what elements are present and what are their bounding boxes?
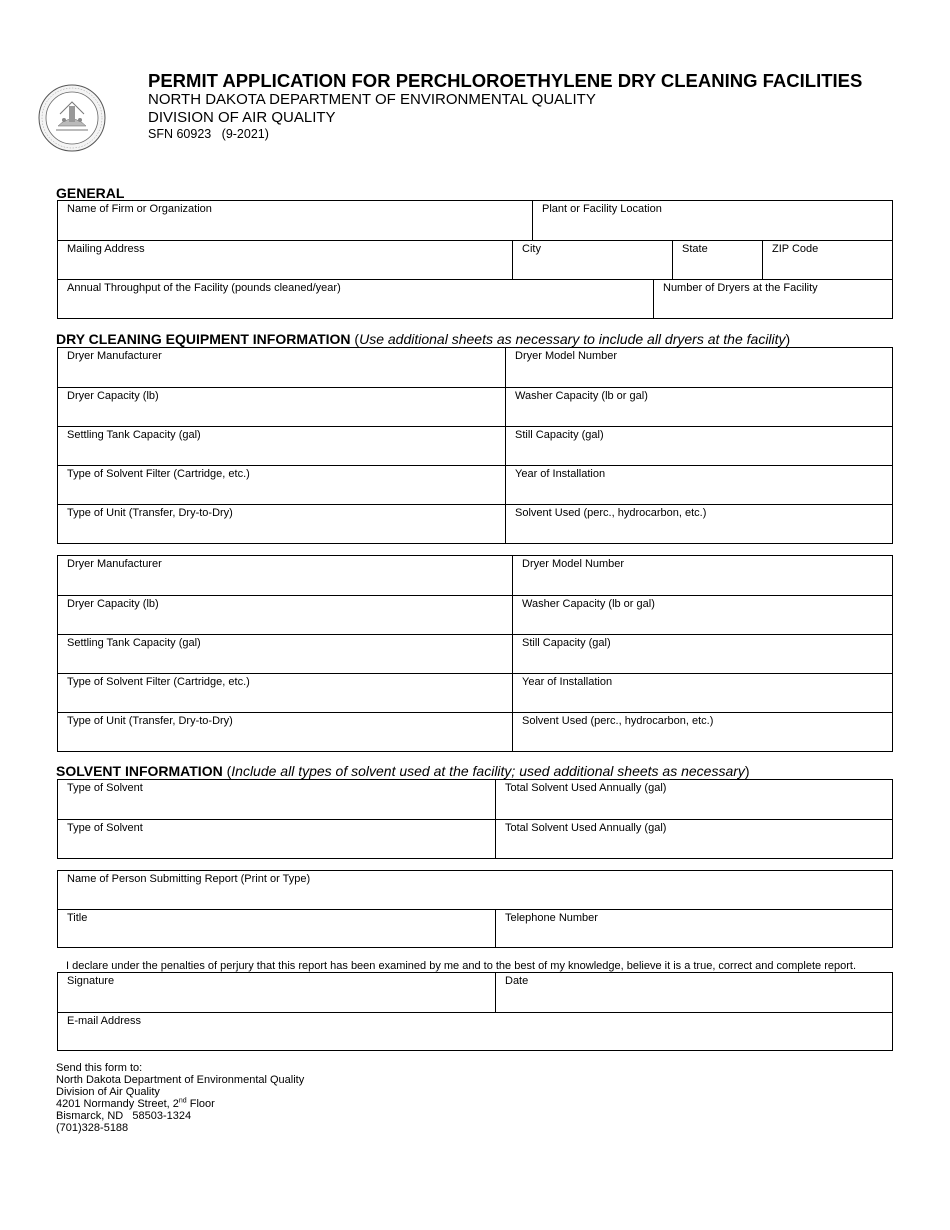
year-of-installation-field[interactable]: Year of Installation <box>505 466 892 504</box>
type-of-unit-field[interactable]: Type of Unit (Transfer, Dry-to-Dry) <box>67 715 233 727</box>
solvent-filter-type-field[interactable]: Type of Solvent Filter (Cartridge, etc.) <box>67 676 250 688</box>
north-dakota-seal-icon <box>38 84 106 152</box>
agency-city: Bismarck, ND 58503-1324 <box>56 1110 192 1122</box>
mailing-instructions <box>56 1062 304 1134</box>
solvent-filter-type-field[interactable]: Type of Solvent Filter (Cartridge, etc.) <box>67 468 250 480</box>
dryer-manufacturer-field[interactable]: Dryer Manufacturer <box>67 558 162 570</box>
type-of-solvent-field[interactable]: Type of Solvent <box>67 782 143 794</box>
form-title: PERMIT APPLICATION FOR PERCHLOROETHYLENE DRY CLEANING FACILITIES <box>148 70 863 91</box>
general-section-title: GENERAL <box>56 185 125 201</box>
dryer-capacity-field[interactable]: Dryer Capacity (lb) <box>67 598 159 610</box>
department-name: NORTH DAKOTA DEPARTMENT OF ENVIRONMENTAL QUALITY <box>148 91 596 108</box>
washer-capacity-field[interactable]: Washer Capacity (lb or gal) <box>505 388 892 426</box>
settling-tank-capacity-field[interactable]: Settling Tank Capacity (gal) <box>67 429 201 441</box>
total-solvent-annual-field[interactable]: Total Solvent Used Annually (gal) <box>495 780 892 819</box>
form-header <box>148 70 862 142</box>
agency-phone: (701)328-5188 <box>56 1122 129 1134</box>
email-address-field[interactable]: E-mail Address <box>67 1015 141 1027</box>
perjury-declaration: I declare under the penalties of perjury that this report has been examined by me and to the best of my knowledge, believe it is a true, correct and complete report. <box>66 960 856 972</box>
still-capacity-field[interactable]: Still Capacity (gal) <box>505 427 892 465</box>
still-capacity-field[interactable]: Still Capacity (gal) <box>512 635 892 673</box>
telephone-number-field[interactable]: Telephone Number <box>495 910 892 947</box>
plant-location-field[interactable]: Plant or Facility Location <box>532 201 892 240</box>
type-of-unit-field[interactable]: Type of Unit (Transfer, Dry-to-Dry) <box>67 507 233 519</box>
dryer-table-1 <box>57 347 893 544</box>
division-name: DIVISION OF AIR QUALITY <box>148 109 336 126</box>
solvent-used-field[interactable]: Solvent Used (perc., hydrocarbon, etc.) <box>505 505 892 543</box>
submitter-name-field[interactable]: Name of Person Submitting Report (Print or Type) <box>67 873 311 885</box>
solvent-used-field[interactable]: Solvent Used (perc., hydrocarbon, etc.) <box>512 713 892 751</box>
equipment-section-title: DRY CLEANING EQUIPMENT INFORMATION (Use additional sheets as necessary to include all dryers at the facility) <box>56 331 791 347</box>
signature-field[interactable]: Signature <box>67 975 115 987</box>
signature-table <box>57 972 893 1051</box>
dryer-manufacturer-field[interactable]: Dryer Manufacturer <box>67 350 162 362</box>
total-solvent-annual-field[interactable]: Total Solvent Used Annually (gal) <box>495 820 892 858</box>
number-of-dryers-field[interactable]: Number of Dryers at the Facility <box>653 280 892 318</box>
mailing-address-field[interactable]: Mailing Address <box>67 243 145 255</box>
send-to-label: Send this form to: <box>56 1062 143 1074</box>
agency-street: 4201 Normandy Street, 2nd Floor <box>56 1097 215 1110</box>
year-of-installation-field[interactable]: Year of Installation <box>512 674 892 712</box>
dryer-model-number-field[interactable]: Dryer Model Number <box>505 348 892 387</box>
state-field[interactable]: State <box>672 241 762 279</box>
dryer-model-number-field[interactable]: Dryer Model Number <box>512 556 892 595</box>
type-of-solvent-field[interactable]: Type of Solvent <box>67 822 143 834</box>
washer-capacity-field[interactable]: Washer Capacity (lb or gal) <box>512 596 892 634</box>
name-of-firm-field[interactable]: Name of Firm or Organization <box>67 203 212 215</box>
agency-division: Division of Air Quality <box>56 1086 160 1098</box>
dryer-table-2 <box>57 555 893 752</box>
zip-code-field[interactable]: ZIP Code <box>762 241 892 279</box>
form-number: SFN 60923 (9-2021) <box>148 127 269 141</box>
dryer-capacity-field[interactable]: Dryer Capacity (lb) <box>67 390 159 402</box>
city-field[interactable]: City <box>512 241 672 279</box>
title-field[interactable]: Title <box>67 912 88 924</box>
general-table <box>57 200 893 319</box>
submitter-table <box>57 870 893 948</box>
settling-tank-capacity-field[interactable]: Settling Tank Capacity (gal) <box>67 637 201 649</box>
agency-name: North Dakota Department of Environmental Quality <box>56 1074 305 1086</box>
date-field[interactable]: Date <box>495 973 892 1012</box>
annual-throughput-field[interactable]: Annual Throughput of the Facility (pounds cleaned/year) <box>67 282 341 294</box>
solvent-table <box>57 779 893 859</box>
solvent-section-title: SOLVENT INFORMATION (Include all types of solvent used at the facility; used additional sheets as necessary) <box>56 763 750 779</box>
